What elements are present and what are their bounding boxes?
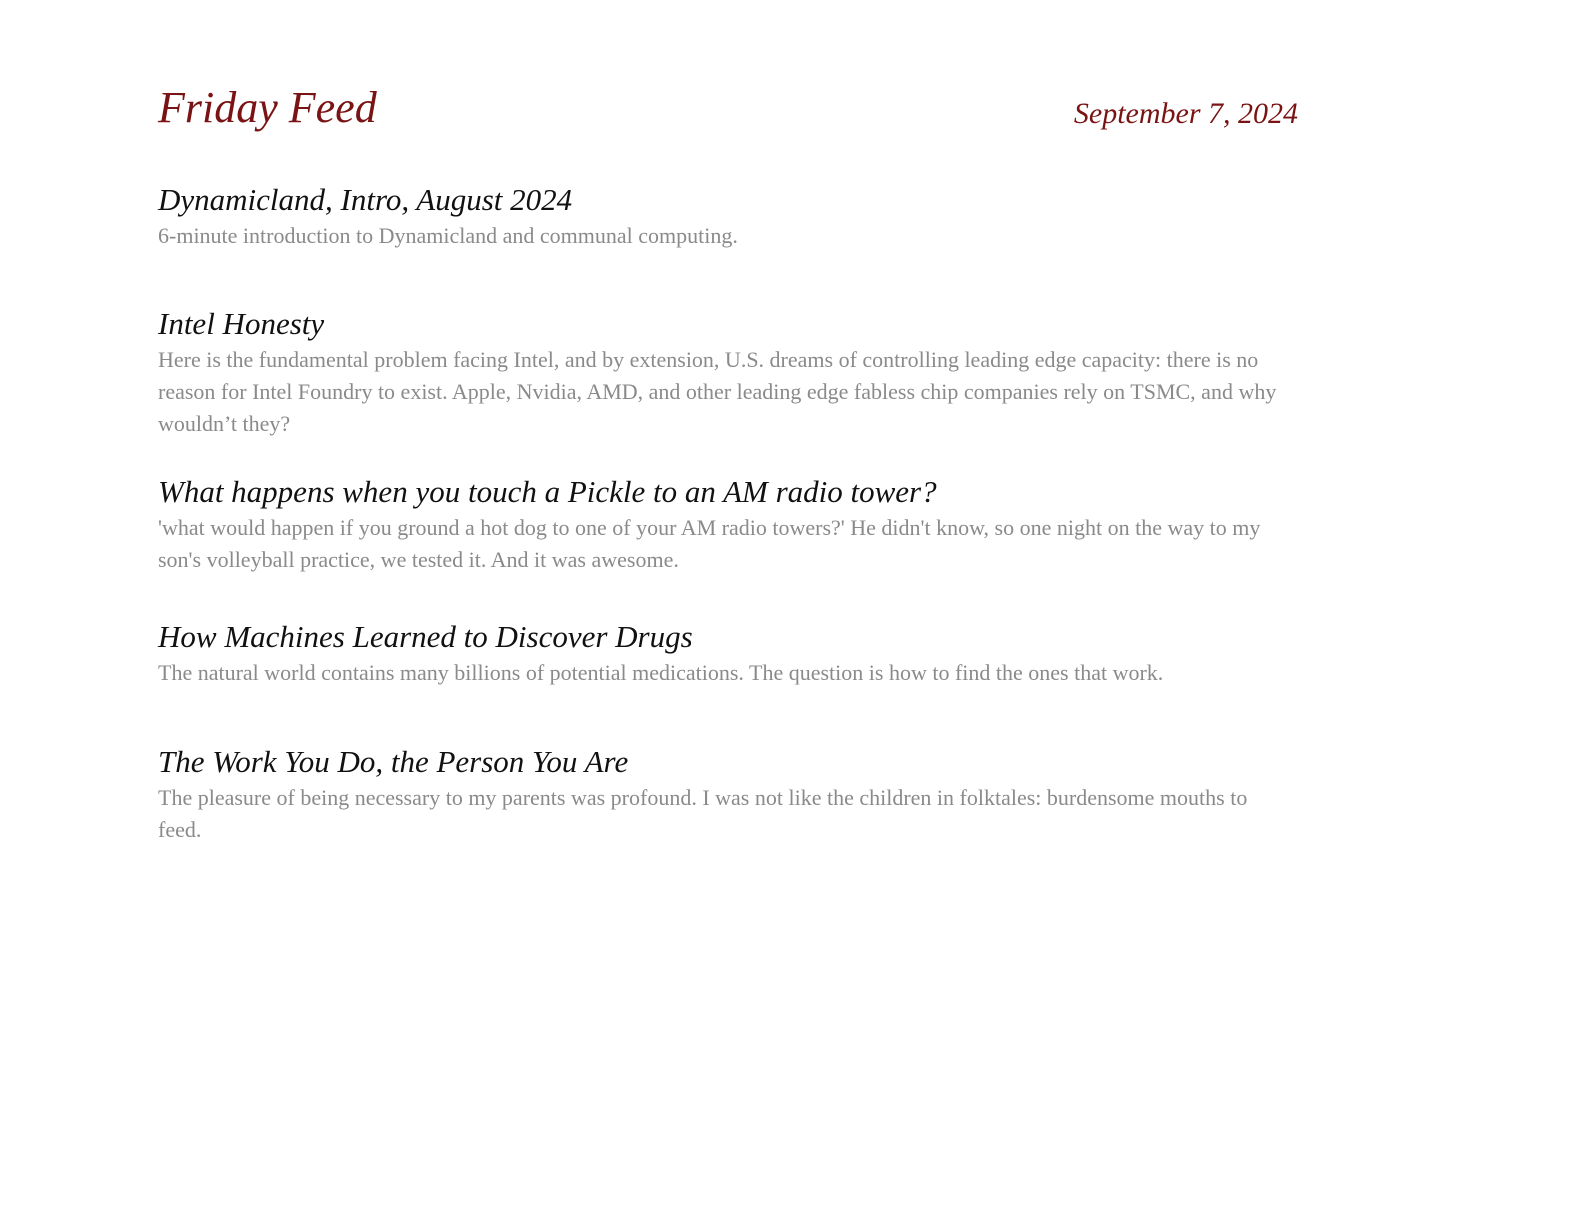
feed-entry [158, 304, 1288, 440]
entry-title-link[interactable]: How Machines Learned to Discover Drugs [158, 619, 693, 654]
page-title: Friday Feed [158, 83, 377, 132]
entry-title-link[interactable]: What happens when you touch a Pickle to an AM radio tower? [158, 474, 937, 509]
feed-entry [158, 742, 1288, 846]
feed-header [158, 0, 1298, 180]
entry-description: The pleasure of being necessary to my parents was profound. I was not like the children in folktales: burdensome mouths to feed. [158, 785, 1248, 842]
feed-page [158, 0, 1298, 842]
entry-title-link[interactable]: The Work You Do, the Person You Are [158, 744, 629, 779]
entry-title-link[interactable]: Intel Honesty [158, 306, 325, 341]
entry-description: 'what would happen if you ground a hot dog to one of your AM radio towers?' He didn't know, so one night on the way to my son's volleyball practice, we tested it. And it was awesome. [158, 515, 1261, 572]
feed-entry [158, 617, 1288, 689]
feed-date: September 7, 2024 [1073, 97, 1298, 130]
feed-entry [158, 180, 1288, 252]
entry-title-link[interactable]: Dynamicland, Intro, August 2024 [158, 182, 573, 217]
entry-description: Here is the fundamental problem facing Intel, and by extension, U.S. dreams of controlling leading edge capacity: there is no reason for Intel Foundry to exist. Apple, Nvidia, AMD, and other leading edge fabless chip companies rely on TSMC, and why wouldn’t they? [158, 347, 1277, 436]
feed-entry [158, 472, 1288, 576]
entry-description: 6-minute introduction to Dynamicland and communal computing. [158, 223, 738, 248]
entry-description: The natural world contains many billions of potential medications. The question is how to find the ones that work. [158, 660, 1164, 685]
